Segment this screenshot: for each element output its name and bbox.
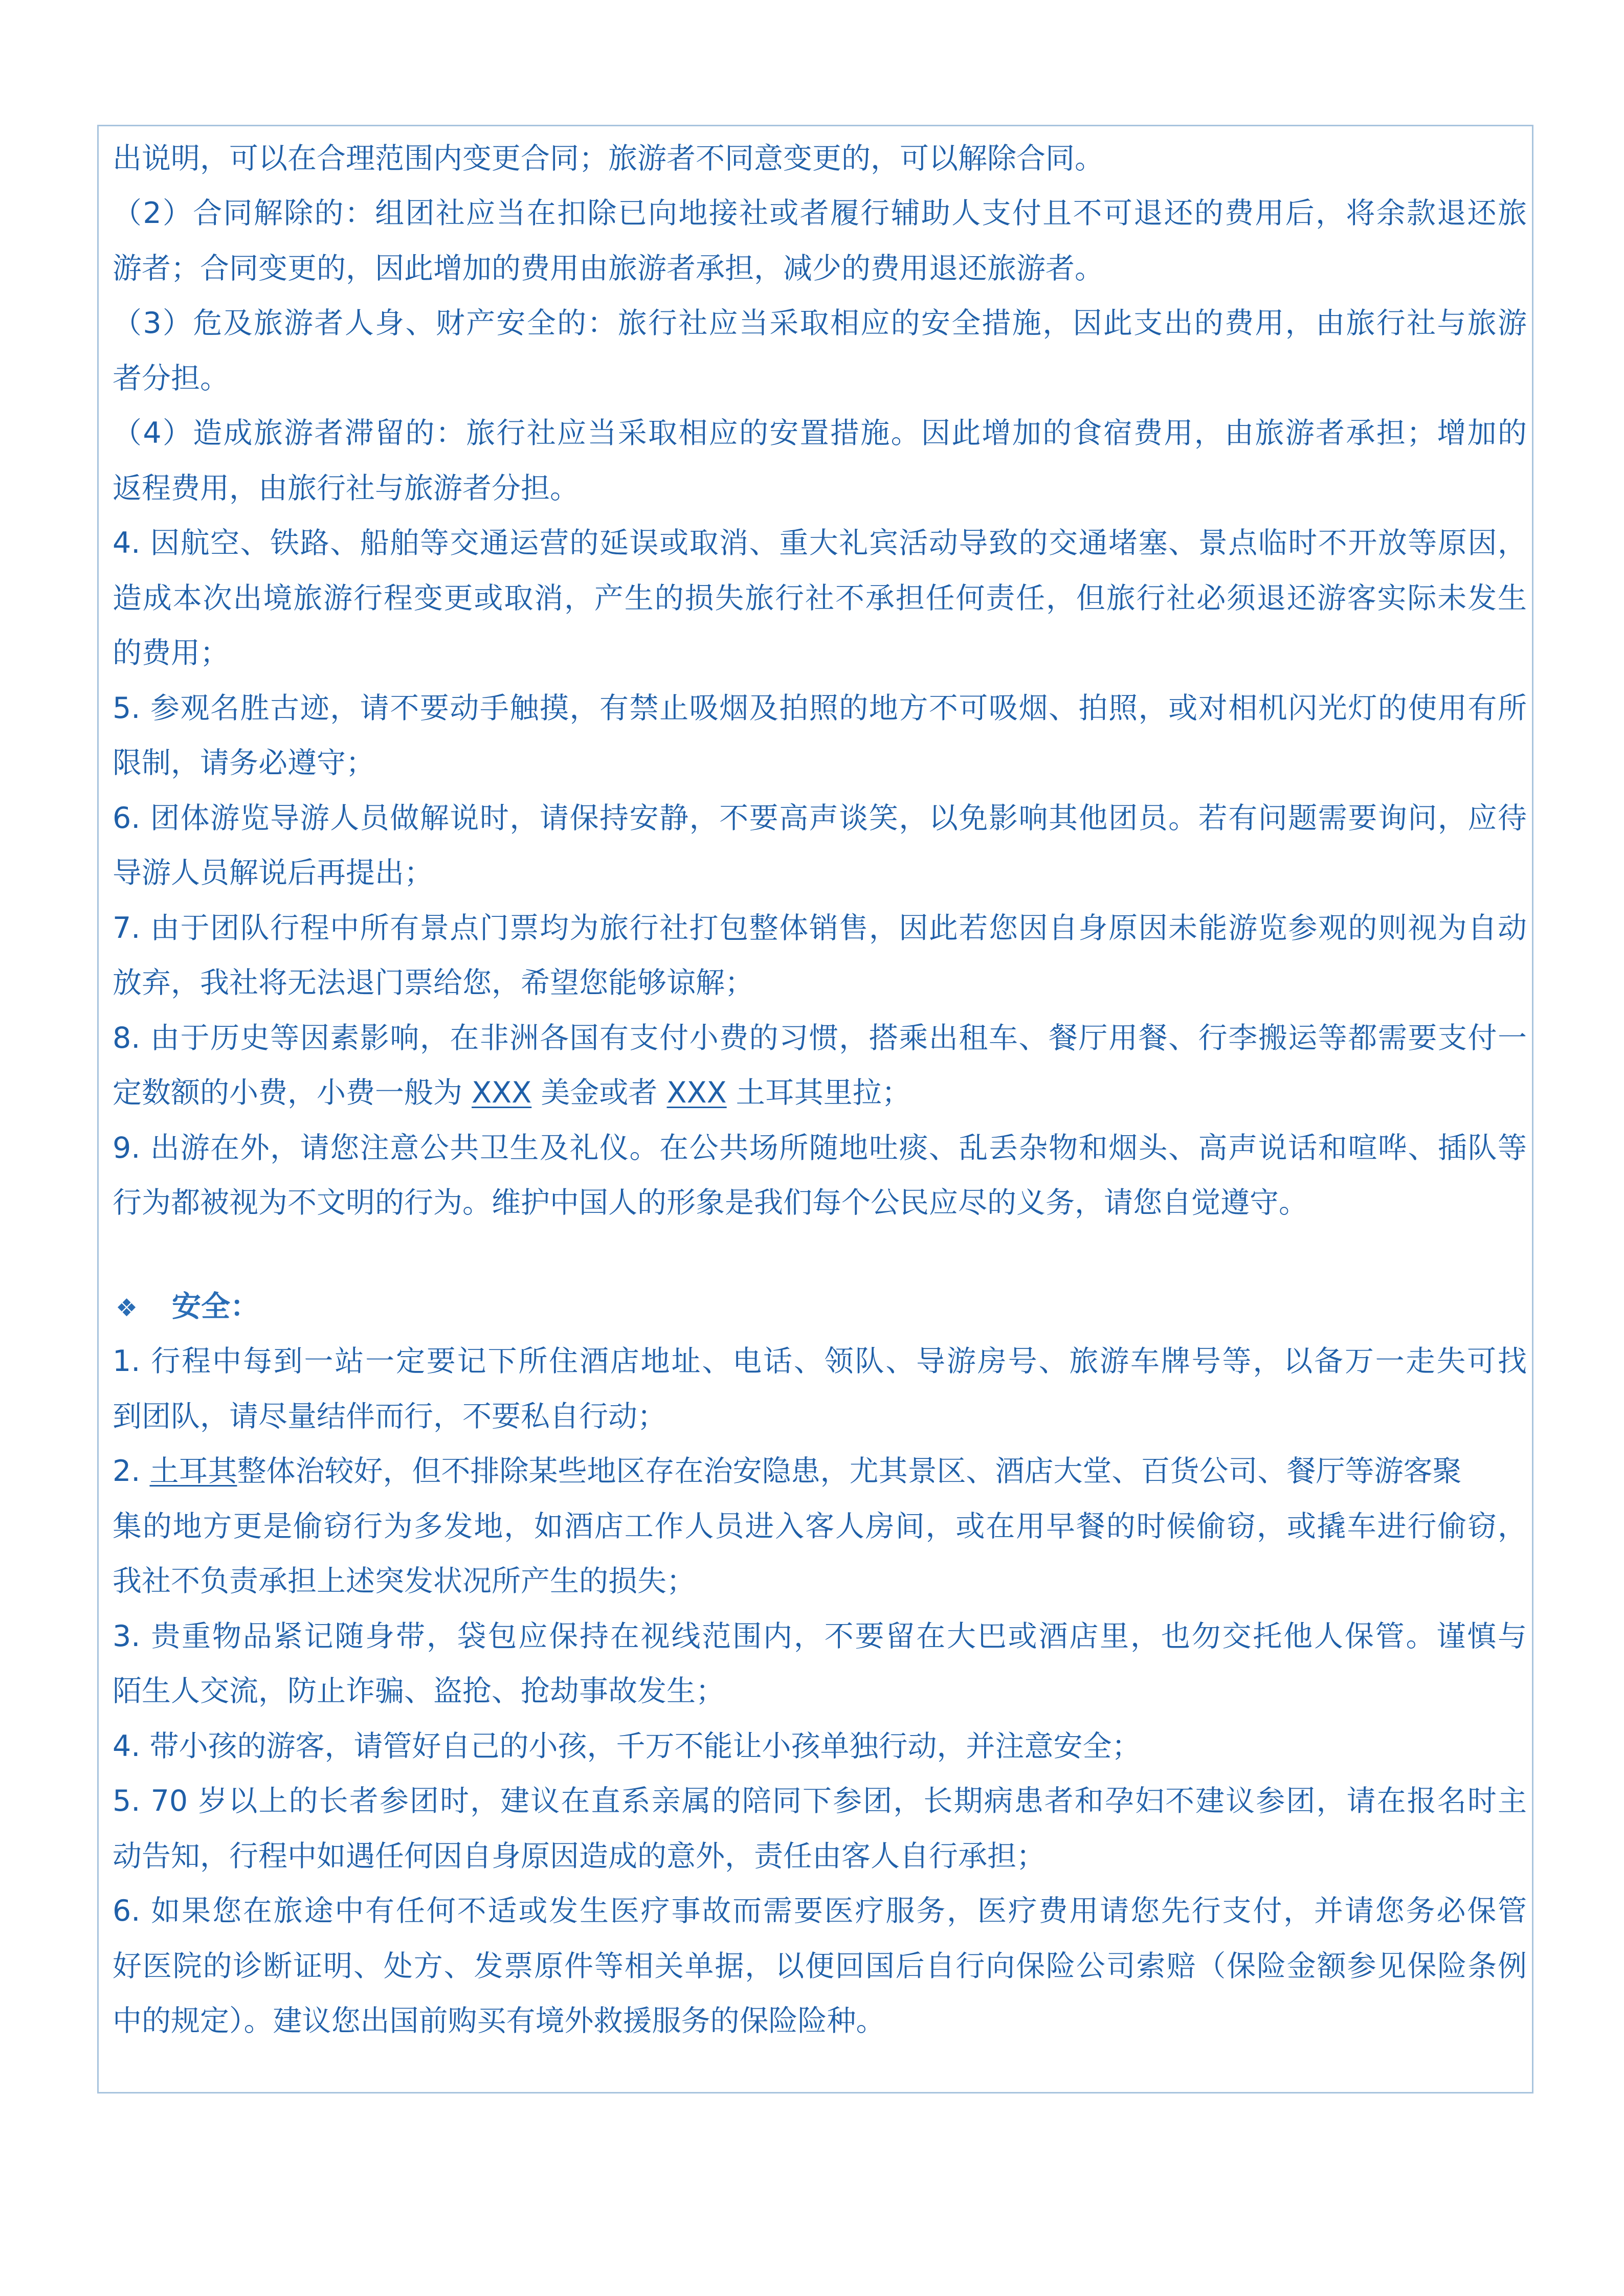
text-line: 9. 出游在外，请您注意公共卫生及礼仪。在公共场所随地吐痰、乱丢杂物和烟头、高声说话和喧哗、插队等 <box>113 1131 1527 1165</box>
text-line: 集的地方更是偷窃行为多发地，如酒店工作人员进入客人房间，或在用早餐的时候偷窃，或撬车进行偷窃， <box>113 1510 1527 1543</box>
tip-amount-usd: XXX <box>472 1076 532 1110</box>
tip-amount-lira: XXX <box>666 1076 727 1110</box>
text-line: 放弃，我社将无法退门票给您，希望您能够谅解； <box>113 966 754 1000</box>
diamond-bullet-icon: ❖ <box>116 1294 138 1322</box>
tip-suffix: 土耳其里拉； <box>726 1076 911 1110</box>
text-line: 5. 70 岁以上的长者参团时，建议在直系亲属的陪同下参团，长期病患者和孕妇不建议参团，请在报名时主 <box>113 1784 1527 1818</box>
text-line: 行为都被视为不文明的行为。维护中国人的形象是我们每个公民应尽的义务，请您自觉遵守。 <box>113 1186 1308 1220</box>
text-line: 3. 贵重物品紧记随身带，袋包应保持在视线范围内，不要留在大巴或酒店里，也勿交托他人保管。谨慎与 <box>113 1619 1527 1653</box>
text-line: 1. 行程中每到一站一定要记下所住酒店地址、电话、领队、导游房号、旅游车牌号等，以备万一走失可找 <box>113 1344 1527 1378</box>
text-line: 5. 参观名胜古迹，请不要动手触摸，有禁止吸烟及拍照的地方不可吸烟、拍照，或对相机闪光灯的使用有所 <box>113 691 1527 725</box>
text-line: 中的规定）。建议您出国前购买有境外救援服务的保险险种。 <box>113 2004 885 2038</box>
text-line: 者分担。 <box>113 362 229 395</box>
text-line: 7. 由于团队行程中所有景点门票均为旅行社打包整体销售，因此若您因自身原因未能游览参观的则视为自动 <box>113 911 1527 945</box>
text-line: 4. 因航空、铁路、船舶等交通运营的延误或取消、重大礼宾活动导致的交通堵塞、景点临时不开放等原因， <box>113 526 1527 560</box>
text-line: 6. 如果您在旅途中有任何不适或发生医疗事故而需要医疗服务，医疗费用请您先行支付，并请您务必保管 <box>113 1894 1527 1928</box>
tip-prefix: 定数额的小费，小费一般为 <box>113 1076 472 1110</box>
text-line: 的费用； <box>113 636 229 670</box>
text-line: 8. 由于历史等因素影响，在非洲各国有支付小费的习惯，搭乘出租车、餐厅用餐、行李搬运等都需要支付一 <box>113 1021 1527 1055</box>
turkey-line <box>113 1453 1527 1489</box>
safety-heading <box>116 1289 259 1326</box>
text-line: 陌生人交流，防止诈骗、盗抢、抢劫事故发生； <box>113 1674 725 1708</box>
turkey-prefix: 2. <box>113 1454 150 1488</box>
text-line: 导游人员解说后再提出； <box>113 856 433 890</box>
turkey-suffix: 整体治较好，但不排除某些地区存在治安隐患，尤其景区、酒店大堂、百货公司、餐厅等游客聚 <box>237 1454 1462 1488</box>
safety-title: 安全： <box>172 1290 259 1323</box>
text-line: 出说明，可以在合理范围内变更合同；旅游者不同意变更的，可以解除合同。 <box>113 142 1104 175</box>
text-line: 返程费用，由旅行社与旅游者分担。 <box>113 471 579 505</box>
text-line: （2）合同解除的：组团社应当在扣除已向地接社或者履行辅助人支付且不可退还的费用后，将余款退还旅 <box>113 196 1527 230</box>
text-line: 动告知，行程中如遇任何因自身原因造成的意外，责任由客人自行承担； <box>113 1839 1045 1873</box>
text-line: 限制，请务必遵守； <box>113 746 375 780</box>
text-line: 好医院的诊断证明、处方、发票原件等相关单据，以便回国后自行向保险公司索赔（保险金额参见保险条例 <box>113 1949 1527 1983</box>
tip-line <box>113 1075 1527 1111</box>
text-line: 我社不负责承担上述突发状况所产生的损失； <box>113 1564 696 1598</box>
tip-middle: 美金或者 <box>531 1076 667 1110</box>
text-line: 4. 带小孩的游客，请管好自己的小孩，千万不能让小孩单独行动，并注意安全； <box>113 1729 1141 1763</box>
text-line: （3）危及旅游者人身、财产安全的：旅行社应当采取相应的安全措施，因此支出的费用，由旅行社与旅游 <box>113 306 1527 340</box>
text-line: 6. 团体游览导游人员做解说时，请保持安静，不要高声谈笑，以免影响其他团员。若有问题需要询问，应待 <box>113 801 1527 835</box>
text-line: 造成本次出境旅游行程变更或取消，产生的损失旅行社不承担任何责任，但旅行社必须退还游客实际未发生 <box>113 581 1527 615</box>
text-line: 游者；合同变更的，因此增加的费用由旅游者承担，减少的费用退还旅游者。 <box>113 252 1104 285</box>
text-line: （4）造成旅游者滞留的：旅行社应当采取相应的安置措施。因此增加的食宿费用，由旅游者承担；增加的 <box>113 416 1527 450</box>
country-name: 土耳其 <box>149 1454 237 1488</box>
text-line: 到团队，请尽量结伴而行，不要私自行动； <box>113 1400 666 1433</box>
